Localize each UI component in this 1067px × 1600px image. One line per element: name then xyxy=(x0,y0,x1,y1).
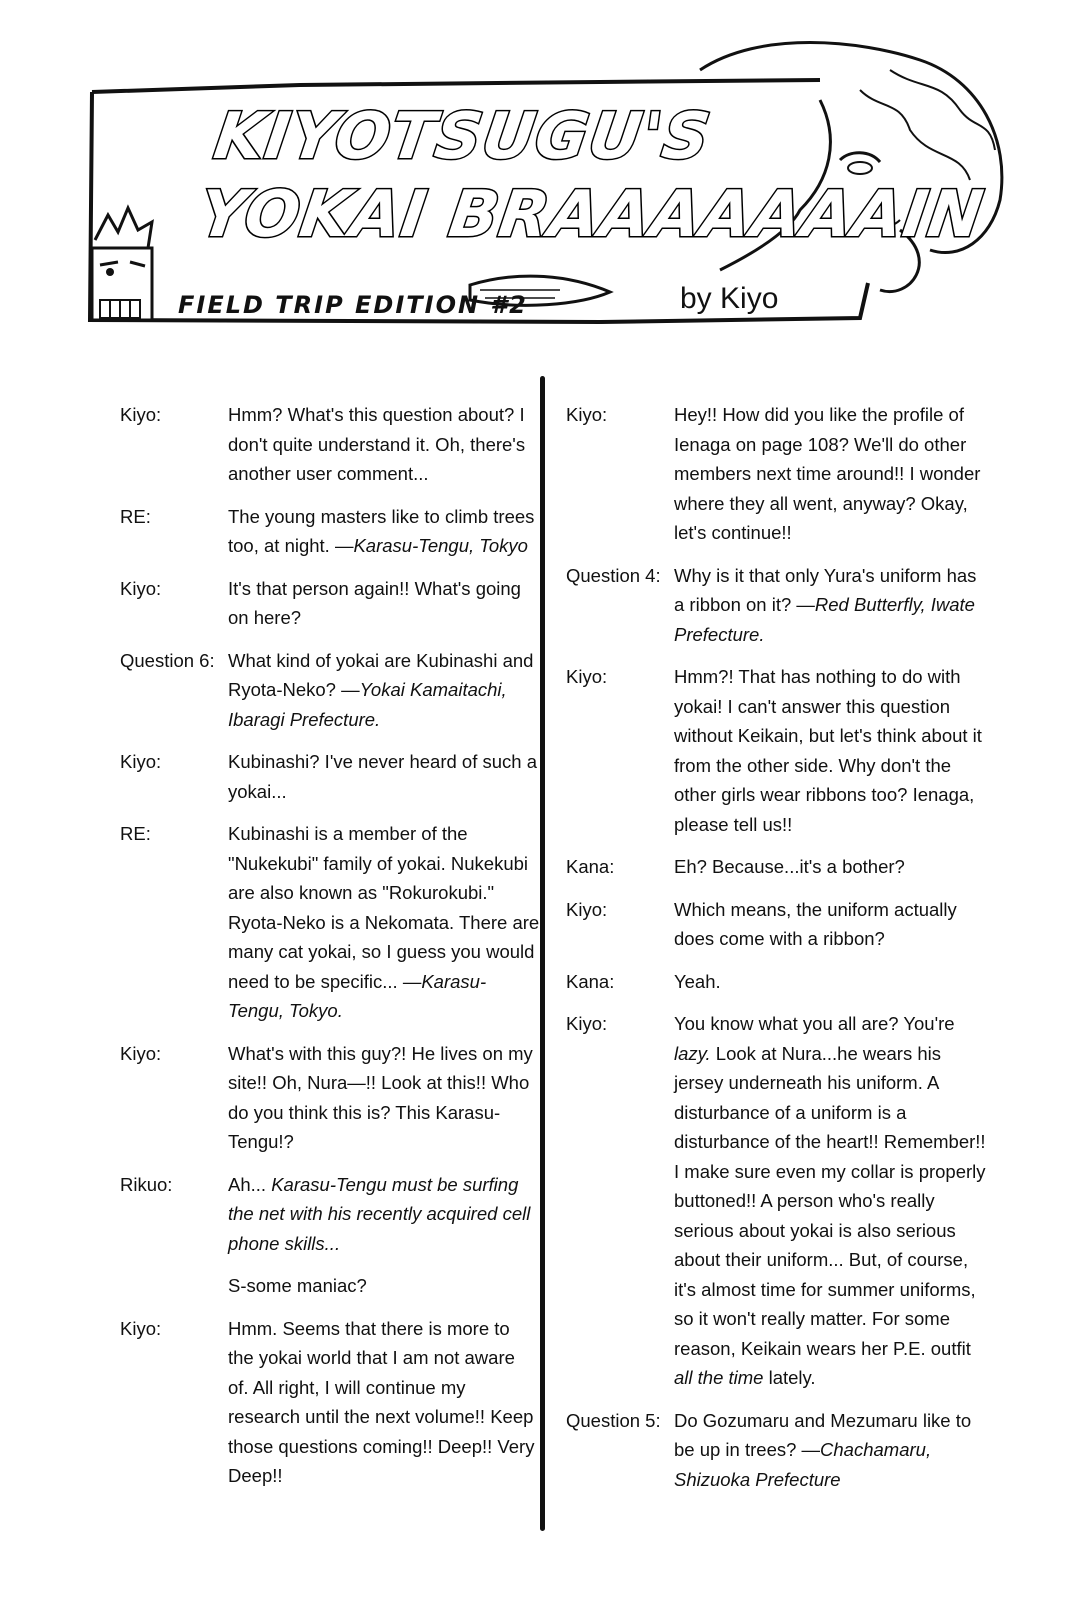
dialogue-entry xyxy=(120,574,540,633)
speech-text xyxy=(228,1170,540,1259)
speech-text xyxy=(228,1314,540,1491)
dialogue-entry xyxy=(120,1314,540,1491)
speech-segment: Eh? Because...it's a bother? xyxy=(674,856,905,877)
dialogue-entry xyxy=(120,646,540,735)
speech-segment: lately. xyxy=(763,1367,816,1388)
dialogue-entry xyxy=(566,852,986,882)
speaker-label: Question 6: xyxy=(120,649,215,671)
speech-segment: S-some maniac? xyxy=(228,1275,367,1296)
speech-text xyxy=(228,574,540,633)
speech-text xyxy=(674,400,986,548)
speech-segment: Hey!! How did you like the profile of Ienaga on page 108? We'll do other members next time around!! I wonder where they all went, anyway? Okay, let's continue!! xyxy=(674,404,981,543)
speech-segment: Look at Nura...he wears his jersey underneath his uniform. A disturbance of a uniform is a disturbance of the heart!! Remember!! I make sure even my collar is properly buttoned!! A person who's really serious about yokai is also serious about their uniform... But, of course, it's almost time for summer uniforms, so it won't really matter. For some reason, Keikain wears her P.E. outfit xyxy=(674,1042,986,1359)
speech-segment: What kind of yokai are Kubinashi and Ryota-Neko? — xyxy=(228,649,534,700)
speaker-label: Kiyo: xyxy=(120,404,162,425)
speech-text xyxy=(674,967,986,997)
speech-text xyxy=(228,400,540,489)
speech-text xyxy=(228,819,540,1026)
speaker-label: Kana: xyxy=(566,856,615,877)
speech-segment: Hmm. Seems that there is more to the yokai world that I am not aware of. All right, I will continue my research until the next volume!! Keep those questions coming!! Deep!! Very Deep!! xyxy=(228,1317,535,1486)
dialogue-entry xyxy=(120,1271,540,1301)
speech-segment: Kubinashi is a member of the "Nukekubi" family of yokai. Nukekubi are also known as "Rokurokubi." Ryota-Neko is a Nekomata. There are many cat yokai, so I guess you would need to be specific... — xyxy=(228,823,540,992)
speech-segment: The young masters like to climb trees too, at night. — xyxy=(228,505,535,556)
dialogue-entry xyxy=(120,400,540,489)
speech-text xyxy=(674,852,986,882)
dialogue-entry xyxy=(120,819,540,1026)
speech-text xyxy=(674,662,986,839)
speaker-label: Kiyo: xyxy=(566,404,608,425)
dialogue-entry xyxy=(566,895,986,954)
speaker-label: Kana: xyxy=(566,970,615,992)
right-column xyxy=(566,400,986,1507)
speaker-label: Question 5: xyxy=(566,1409,661,1431)
speaker-label: Kiyo: xyxy=(120,577,162,599)
edition-label: FIELD TRIP EDITION #2 xyxy=(178,291,528,319)
speech-segment: It's that person again!! What's going on here? xyxy=(228,577,521,628)
dialogue-entry xyxy=(566,1406,986,1495)
speech-segment: Karasu-Tengu must be surfing the net with his recently acquired cell phone skills... xyxy=(228,1173,531,1254)
dialogue-entry xyxy=(566,561,986,650)
speech-segment: Which means, the uniform actually does come with a ribbon? xyxy=(674,898,957,949)
speech-segment: Hmm? What's this question about? I don't quite understand it. Oh, there's another user comment... xyxy=(228,404,526,484)
speech-segment: Ah... xyxy=(228,1173,272,1195)
speech-text xyxy=(674,895,986,954)
speech-text xyxy=(674,1406,986,1495)
dialogue-entry xyxy=(120,1039,540,1157)
speaker-label: Kiyo: xyxy=(120,1042,162,1064)
speech-segment: What's with this guy?! He lives on my site!! Oh, Nura—!! Look at this!! Who do you think this is? This Karasu-Tengu!? xyxy=(228,1042,533,1152)
speech-text xyxy=(674,1009,986,1393)
speech-segment: Karasu-Tengu, Tokyo xyxy=(353,535,528,556)
speech-segment: Yokai Kamaitachi, Ibaragi Prefecture. xyxy=(228,679,507,730)
dialogue-entry xyxy=(566,1009,986,1393)
speech-segment: Yeah. xyxy=(674,970,721,992)
speech-text xyxy=(228,747,540,806)
speech-segment: Why is it that only Yura's uniform has a ribbon on it? — xyxy=(674,564,977,615)
speaker-label: Kiyo: xyxy=(120,751,162,772)
speaker-label: Question 4: xyxy=(566,564,661,586)
dialogue-entry xyxy=(566,967,986,997)
speaker-label: Rikuo: xyxy=(120,1173,173,1195)
column-divider xyxy=(540,376,545,1531)
speaker-label: RE: xyxy=(120,505,151,527)
kiyo-mascot-icon xyxy=(92,208,152,320)
speaker-label: Kiyo: xyxy=(566,1013,608,1034)
speech-segment: Do Gozumaru and Mezumaru like to be up in trees? — xyxy=(674,1409,972,1460)
banner-title-line2: YOKAI BRAAAAAAAIN xyxy=(194,178,989,252)
speech-segment: Kubinashi? I've never heard of such a yokai... xyxy=(228,751,537,802)
speech-text xyxy=(674,561,986,650)
speech-text xyxy=(228,1271,540,1301)
dialogue-entry xyxy=(566,400,986,548)
speaker-label xyxy=(120,1271,228,1301)
dialogue-entry xyxy=(120,1170,540,1259)
left-column xyxy=(120,400,540,1504)
speech-text xyxy=(228,502,540,561)
speech-text xyxy=(228,646,540,735)
speech-segment: You know what you all are? You're xyxy=(674,1013,955,1034)
speech-text xyxy=(228,1039,540,1157)
speech-segment: Hmm?! That has nothing to do with yokai! I can't answer this question without Keikain, but let's think about it from the other side. Why don't the other girls wear ribbons too? Ienaga, please tell us!! xyxy=(674,666,982,835)
speech-segment: lazy. xyxy=(674,1042,711,1064)
dialogue-entry xyxy=(120,747,540,806)
header-banner xyxy=(0,0,1067,360)
speech-segment: Red Butterfly, Iwate Prefecture. xyxy=(674,594,975,645)
byline: by Kiyo xyxy=(680,282,779,315)
dialogue-entry xyxy=(566,662,986,839)
speech-segment: Karasu-Tengu, Tokyo. xyxy=(228,970,487,1021)
speaker-label: Kiyo: xyxy=(120,1317,162,1339)
speech-segment: Chachamaru, Shizuoka Prefecture xyxy=(674,1439,932,1490)
speaker-label: RE: xyxy=(120,823,151,844)
dialogue-entry xyxy=(120,502,540,561)
speech-segment: all the time xyxy=(674,1367,764,1388)
banner-title-line1: KIYOTSUGU'S xyxy=(209,100,715,174)
speaker-label: Kiyo: xyxy=(566,666,608,687)
speaker-label: Kiyo: xyxy=(566,898,608,920)
